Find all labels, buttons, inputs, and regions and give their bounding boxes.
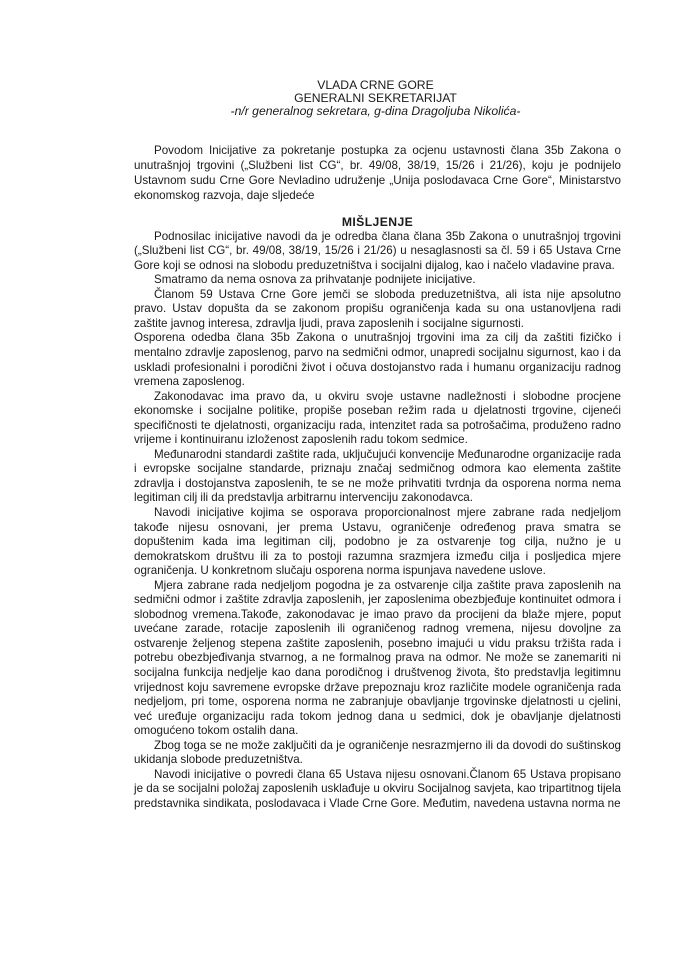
header-government: VLADA CRNE GORE [317, 78, 434, 92]
body-paragraph: Navodi inicijative o povredi člana 65 Ustava nijesu osnovani.Članom 65 Ustava propisano je da se socijalni položaj zaposlenih usklađuje u okviru Socijalnog savjeta, kao tripartitnog tijela predstavnika sindikata, poslodavaca i Vlade Crne Gore. Međutim, navedena ustavna norma ne [134, 767, 621, 810]
body-paragraph: Mjera zabrane rada nedjeljom pogodna je za ostvarenje cilja zaštite prava zaposlenih na sedmični odmor i zaštite zdravlja zaposlenih, jer zaposlenima obezbjeđuje kontinuitet odmora i slobodnog vremena.Takođe, zakonodavac je imao pravo da procijeni da blaže mjere, poput uvećane zarade, rotacije zaposlenih ili ograničenog radnog vremena, nijesu dovoljne za ostvarenje željenog stepena zaštite zaposlenih, posebno imajući u vidu praksu tržišta rada i potrebu obezbjeđivanja stvarnog, a ne formalnog prava na odmor. Ne može se zanemariti ni socijalna funkcija nedjelje kao dana porodičnog i društvenog života, što predstavlja legitimnu vrijednost koju savremene evropske države prepoznaju kroz različite modele ograničenja rada nedjeljom, pri tome, osporena norma ne zabranjuje obavljanje trgovinske djelatnosti u cjelini, već uređuje organizaciju rada tokom jednog dana u sedmici, dok je obavljanje djelatnosti omogućeno tokom ostalih dana. [134, 578, 621, 738]
body-paragraph: Međunarodni standardi zaštite rada, uključujući konvencije Međunarodne organizacije rada i evropske socijalne standarde, priznaju značaj sedmičnog odmora kao elementa zaštite zdravlja i dostojanstva zaposlenih, te se ne može prihvatiti tvrdnja da osporena norma nema legitiman cilj ili da predstavlja arbitrarnu intervenciju zakonodavca. [134, 447, 621, 505]
body-paragraph: Zakonodavac ima pravo da, u okviru svoje ustavne nadležnosti i slobodne procjene ekonomske i socijalne politike, propiše poseban režim rada u djelatnosti trgovine, cijeneći specifičnosti te djelatnosti, organizaciju rada, intenzitet rada sa potrošačima, produženo radno vrijeme i kontinuiranu izloženost zaposlenih radu tokom sedmice. [134, 389, 621, 447]
header-secretariat: GENERALNI SEKRETARIJAT [294, 91, 457, 106]
body-paragraph: Podnosilac inicijative navodi da je odredba člana člana 35b Zakona o unutrašnjoj trgovini („Službeni list CG“, br. 49/08, 38/19, 15/26 i 21/26) u nesaglasnosti sa čl. 59 i 65 Ustava Crne Gore koji se odnosi na slobodu preduzetništva i socijalni dijalog, kao i načelo vladavine prava. [134, 229, 621, 272]
body-paragraph: Smatramo da nema osnova za prihvatanje podnijete inicijative. [154, 273, 476, 287]
letter-header [130, 79, 621, 119]
body-paragraph: Zbog toga se ne može zaključiti da je ograničenje nesrazmjerno ili da dovodi do suštinskog ukidanja slobode preduzetništva. [134, 738, 621, 767]
body-paragraph: Navodi inicijative kojima se osporava proporcionalnost mjere zabrane rada nedjeljom takođe nijesu osnovani, jer prema Ustavu, ograničenje određenog prava smatra se dopuštenim kada ima legitiman cilj, podobno je za ostvarenje tog cilja, nužno je u demokratskom društvu ili za to postoji razumna srazmjera između cilja i posljedica mjere ograničenja. U konkretnom slučaju osporena norma ispunjava navedene uslove. [134, 506, 621, 578]
header-recipient: -n/r generalnog sekretara, g-dina Dragoljuba Nikolića- [230, 104, 521, 119]
document-body [134, 230, 621, 812]
body-paragraph: Osporena odedba člana 35b Zakona o unutrašnjoj trgovini ima za cilj da zaštiti fizičko i mentalno zdravlje zaposlenog, parvo na sedmični odmor, unapredi socijalnu sigurnost, kao i da uskladi profesionalni i porodični život i očuva dostojanstvo rada i humanu organizaciju radnog vremena zaposlenog. [134, 331, 621, 389]
document-title: MIŠLJENJE [341, 214, 414, 229]
intro-paragraph: Povodom Inicijative za pokretanje postupka za ocjenu ustavnosti člana 35b Zakona o unutrašnjoj trgovini („Službeni list CG“, br. 49/08, 38/19, 15/26 i 21/26), koju je podnijelo Ustavnom sudu Crne Gore Nevladino udruženje „Unija poslodavaca Crne Gore“, Ministarstvo ekonomskog razvoja, daje sljedeće [134, 143, 621, 202]
body-paragraph: Članom 59 Ustava Crne Gore jemči se sloboda preduzetništva, ali ista nije apsolutno pravo. Ustav dopušta da se zakonom propišu ograničenja kada su ona ustanovljena radi zaštite javnog interesa, zdravlja ljudi, prava zaposlenih i socijalne sigurnosti. [134, 287, 621, 330]
